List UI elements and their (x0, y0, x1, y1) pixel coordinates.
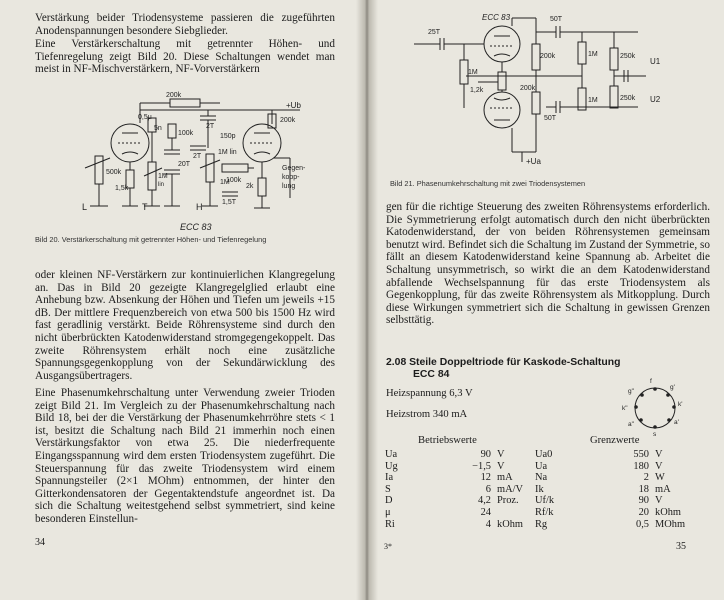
right-page-number: 35 (676, 541, 686, 552)
spec-unit: V (497, 449, 505, 460)
pin-label-7: k" (622, 405, 628, 412)
spec-row (382, 472, 540, 484)
left-para-4: Eine Phasenumkehrschaltung unter Verwendung zweier Trioden zeigt Bild 21. Im Vergleich zu der Phasenumkehrschaltung nach Bild 18, bei der die Verstärkung der Phasenumkehrröhre stets < 1 ist, besitzt die Schaltung nach Bild 21 immerhin noch einen Verstärkungsfaktor von etwa 25. Die niederfrequente Eingangsspannung wird dem ersten Triodensystem zugeführt. Die Steuerspannung für das zweite Triodensystem wird einem Spannungsteiler (2×1 MOhm) entnommen, der hinter den Gitterkondensatoren der Gegentaktendstufe angeordnet ist. Da sich die Schaltung weitestgehend selbst symmetriert, sind keine besonderen Einstellun- (35, 387, 335, 525)
spec-value: 18 (638, 483, 649, 495)
fig20-label-T: T (142, 202, 148, 212)
fig20-label-gk2: kopp- (282, 174, 300, 181)
spec-symbol: μ (385, 506, 391, 518)
fig21-label-r5: 1,2k (470, 87, 484, 94)
fig20-label-r1: 200k (166, 92, 182, 99)
fig20-label-r9: 1M (220, 179, 230, 186)
fig20-label-r5b: lin (158, 182, 165, 188)
spec-row (382, 461, 540, 473)
fig21-tube-label: ECC 83 (482, 13, 511, 22)
fig20-label-pot1: 500k (106, 169, 122, 176)
pin-label-6: a" (628, 421, 634, 428)
left-page-number: 34 (35, 537, 45, 548)
fig20-label-c7: 1,5T (222, 199, 237, 206)
spec-unit: Proz. (497, 495, 519, 507)
spec-unit: V (655, 449, 663, 460)
fig21-label-r6: 200k (520, 85, 536, 92)
section-heading-ecc84: ECC 84 (413, 369, 450, 380)
fig20-label-c1: 0,5μ (138, 114, 152, 121)
fig20-label-H: H (196, 202, 203, 212)
spec-symbol: Ia (385, 472, 394, 484)
fig21-label-r7: 1M (588, 97, 598, 104)
left-para-3: oder kleinen NF-Verstärkern zur kontinuierlichen Klangregelung an. Das in Bild 20 gezeigte Klangregelglied erlaubt eine Anhebung bzw. Absenkung der Höhen und Tiefen um jeweils +15 dB. Der mittlere Frequenzbereich von etwa 500 bis 1500 Hz wird fast geradlinig verstärkt. Beide Röhrensysteme sind durch den nicht überbrückten Katodenwiderstand stromgegengekoppelt. Das zweite Röhrensystem erhält noch eine zusätzliche Spannungsgegenkopplung von der Sekundärwicklung des Ausgangsübertragers. (35, 269, 335, 382)
left-page (0, 0, 360, 600)
fig21-label-ua: +Ua (526, 157, 541, 166)
spec-value: 2 (643, 472, 649, 484)
right-page (376, 0, 724, 600)
tube-pinout-diagram (620, 376, 690, 438)
fig20-label-c4: 2T (193, 153, 202, 160)
spec-symbol: D (385, 495, 393, 507)
left-para-1: Verstärkung beider Triodensysteme passieren die zugeführten Anodenspannungen besondere Siebglieder. (35, 12, 335, 37)
heizstrom: Heizstrom 340 mA (386, 409, 468, 420)
spec-row (532, 472, 700, 484)
spec-value: 4 (485, 518, 491, 530)
fig20-label-r5: 1M (158, 173, 168, 180)
spec-unit: mA (655, 483, 671, 495)
spec-value: 24 (480, 506, 491, 518)
fig20-label-r4: 1,5k (115, 185, 129, 192)
fig20-label-gk1: Gegen- (282, 165, 306, 172)
fig20-label-r6: 1M lin (218, 149, 237, 156)
spec-value: −1,5 (472, 460, 491, 472)
spec-symbol: Ug (385, 460, 398, 472)
fig20-label-c6: 2T (206, 123, 215, 130)
spec-value: 20 (638, 506, 649, 518)
fig20-tube-label: ECC 83 (180, 222, 212, 232)
betriebswerte-table (382, 449, 540, 530)
spec-symbol: Rf/k (535, 506, 554, 518)
spec-row (382, 495, 540, 507)
fig20-label-r2: 100k (178, 130, 194, 137)
fig20-label-c2: 5n (154, 125, 162, 132)
signature-mark: 3* (384, 542, 392, 551)
fig21-label-u2: U2 (650, 95, 661, 104)
fig21-label-c1: 25T (428, 29, 441, 36)
fig21-label-r1: 200k (540, 53, 556, 60)
spec-row (532, 519, 700, 531)
fig21-label-r2: 1M (588, 51, 598, 58)
heizspannung: Heizspannung 6,3 V (386, 388, 473, 399)
spec-row (382, 519, 540, 531)
pin-label-2: g' (670, 384, 675, 391)
fig21-label-c3: 50T (544, 115, 557, 122)
spec-unit: kOhm (497, 518, 523, 530)
fig21-label-u1: U1 (650, 57, 661, 66)
betriebswerte-heading: Betriebswerte (418, 435, 477, 446)
spec-value: 6 (485, 483, 491, 495)
fig20-label-r8: 2k (246, 183, 254, 190)
spec-symbol: S (385, 483, 391, 495)
spec-row (382, 484, 540, 496)
pin-label-3: k' (678, 401, 683, 408)
fig21-label-r4: 1M (468, 69, 478, 76)
fig20-label-gk3: lung (282, 183, 296, 190)
spec-symbol: Uf/k (535, 495, 555, 507)
pin-label-4: a' (674, 419, 679, 426)
spec-unit: V (655, 495, 663, 507)
spec-unit: MOhm (655, 518, 686, 530)
spec-value: 4,2 (478, 495, 491, 507)
spec-row (532, 495, 700, 507)
fig20-label-r7: 100k (226, 177, 242, 184)
fig20-label-L: L (82, 202, 88, 212)
spec-symbol: Ua (535, 460, 548, 472)
figure-20-schematic (70, 88, 320, 238)
spec-value: 0,5 (636, 518, 649, 530)
fig20-label-c5: 20T (178, 161, 191, 168)
spec-value: 90 (480, 449, 491, 460)
spec-row (382, 507, 540, 519)
spec-row (532, 461, 700, 473)
grenzwerte-table (532, 449, 700, 530)
spec-value: 180 (633, 460, 649, 472)
spec-row (532, 449, 700, 461)
fig20-label-c3: 150p (220, 133, 236, 140)
spec-unit: mA (497, 472, 513, 484)
fig21-label-c2: 50T (550, 16, 563, 23)
spec-symbol: Ik (535, 483, 544, 495)
fig21-label-r3: 250k (620, 53, 636, 60)
spec-unit: W (655, 472, 665, 484)
spec-unit: V (497, 460, 505, 472)
fig20-label-r3: 200k (280, 117, 296, 124)
spec-value: 550 (633, 449, 649, 460)
spec-value: 12 (480, 472, 491, 484)
spec-symbol: Ri (385, 518, 395, 530)
right-para-1: gen für die richtige Steuerung des zweiten Röhrensystems erforderlich. Die Symmetrierung erfolgt automatisch durch den nicht überbrückten Katodenwiderstand, der von beiden Röhrensystemen gemeinsam benutzt wird. Befindet sich die Schaltung im Zustand der Symmetrie, so fällt an diesem Katodenwiderstand keine Spannung ab. Arbeitet die Schaltung unsymmetrisch, so wirkt die an dem Katodenwiderstand abfallende Wechselspannung für das erste Triodensystem als Gegenkopplung, für das zweite Röhrensystem als Mitkopplung. Durch diese Wirkungen symmetriert sich die Schaltung in gewissen Grenzen selbsttätig. (386, 201, 710, 327)
pin-label-1: f (650, 378, 652, 385)
left-para-2: Eine Verstärkerschaltung mit getrennter Höhen- und Tiefenregelung zeigt Bild 20. Diese Schaltungen wendet man meist in NF-Mischverstärkern, NF-Vorverstärkern (35, 38, 335, 76)
figure-21-schematic (406, 12, 686, 167)
spec-symbol: Ua (385, 449, 398, 460)
spec-row (532, 507, 700, 519)
pin-label-8: g" (628, 388, 634, 395)
pin-label-5: s (653, 431, 657, 438)
spec-symbol: Ua0 (535, 449, 553, 460)
figure-21-caption: Bild 21. Phasenumkehrschaltung mit zwei Triodensystemen (390, 179, 586, 188)
spec-unit: V (655, 460, 663, 472)
spec-row (532, 484, 700, 496)
grenzwerte-heading: Grenzwerte (590, 435, 640, 446)
spec-value: 90 (638, 495, 649, 507)
figure-20-caption: Bild 20. Verstärkerschaltung mit getrennter Höhen- und Tiefenregelung (35, 235, 267, 244)
fig21-label-r8: 250k (620, 95, 636, 102)
spec-unit: kOhm (655, 506, 681, 518)
spec-symbol: Na (535, 472, 548, 484)
section-heading-2-08: 2.08 Steile Doppeltriode für Kaskode-Schaltung (386, 357, 621, 368)
spec-symbol: Rg (535, 518, 548, 530)
fig20-label-ub: +Ub (286, 101, 301, 110)
spec-row (382, 449, 540, 461)
spec-unit: mA/V (497, 483, 523, 495)
